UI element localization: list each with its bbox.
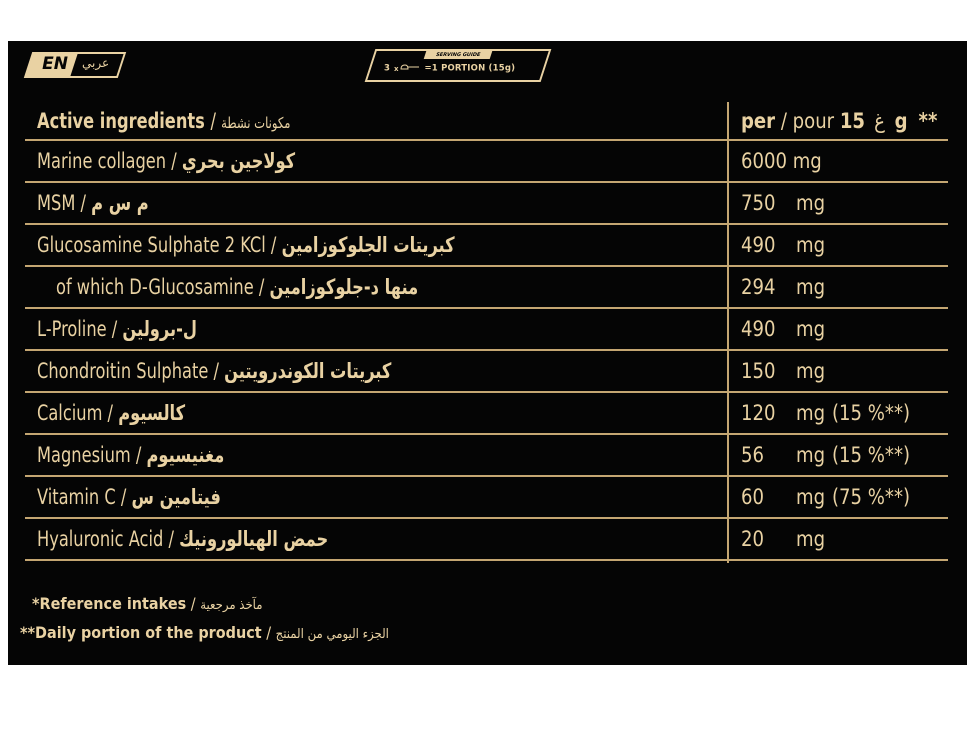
amount-unit: mg <box>796 359 826 383</box>
amount-value: 6000 mg <box>741 149 822 173</box>
ingredient-name-en: Marine collagen <box>37 149 167 173</box>
ingredient-amount <box>741 485 910 509</box>
amount-value: 750 <box>741 191 776 215</box>
amount-unit: mg <box>796 233 826 257</box>
header-amount: 15 g <box>839 109 908 133</box>
scoop-icon <box>394 63 420 73</box>
ingredient-name-en: Calcium <box>37 401 103 425</box>
ingredient-name <box>37 149 295 173</box>
table-divider <box>25 223 948 225</box>
ingredient-name-en: Magnesium <box>37 443 131 467</box>
amount-unit: mg <box>796 443 826 467</box>
footnote-daily: **Daily portion of the product / الجزء اليومي من المنتج <box>20 623 389 642</box>
ingredient-amount <box>741 191 825 215</box>
ingredient-name <box>37 359 391 383</box>
amount-value: 120 <box>741 401 776 425</box>
ingredient-name <box>37 233 455 257</box>
ingredient-name-ar: م س م <box>91 191 149 215</box>
language-en-label[interactable]: EN <box>42 54 68 74</box>
header-gram-ar: غ <box>874 109 885 133</box>
serving-guide-line <box>384 63 515 74</box>
ingredient-name-en: Glucosamine Sulphate 2 KCl <box>37 233 266 257</box>
language-ar-label[interactable]: عربي <box>82 56 110 70</box>
ingredient-name-ar: كالسيوم <box>118 401 186 425</box>
amount-unit: mg <box>796 401 826 425</box>
ingredient-name-ar: كبريتات الكوندرويتين <box>224 359 392 383</box>
svg-text:x: x <box>394 65 400 73</box>
ingredient-amount <box>741 527 825 551</box>
table-divider <box>25 559 948 561</box>
amount-unit: mg <box>796 527 826 551</box>
ingredient-name-en: Chondroitin Sulphate <box>37 359 209 383</box>
footnote-daily-ar: الجزء اليومي من المنتج <box>275 627 389 642</box>
ingredient-amount <box>741 317 825 341</box>
serving-guide-title: SERVING GUIDE <box>424 51 493 59</box>
amount-unit: mg <box>796 317 826 341</box>
amount-value: 60 <box>741 485 764 509</box>
ingredient-name-en: Hyaluronic Acid <box>37 527 164 551</box>
table-divider <box>25 307 948 309</box>
ingredient-name-ar: كبريتات الجلوكوزامين <box>281 233 455 257</box>
table-divider <box>25 181 948 183</box>
separator: / <box>208 359 219 383</box>
reference-intake-percent: (75 %**) <box>831 485 911 509</box>
amount-value: 20 <box>741 527 764 551</box>
reference-intake-percent: (15 %**) <box>831 443 911 467</box>
ingredient-amount <box>741 149 822 173</box>
footnote-reference: *Reference intakes / مآخذ مرجعية <box>32 594 263 613</box>
footnote-reference-en: *Reference intakes <box>32 594 187 613</box>
ingredient-amount <box>741 359 825 383</box>
ingredient-name-ar: ل-برولين <box>122 317 197 341</box>
amount-unit: mg <box>796 485 826 509</box>
table-divider <box>25 139 948 141</box>
ingredient-amount <box>741 401 910 425</box>
amount-value: 490 <box>741 233 776 257</box>
header-stars: ** <box>918 109 938 133</box>
ingredient-name-ar: كولاجين بحري <box>181 149 296 173</box>
table-divider <box>25 475 948 477</box>
separator: / <box>253 275 265 299</box>
reference-intake-percent: (15 %**) <box>831 401 911 425</box>
footnote-daily-en: **Daily portion of the product <box>20 623 262 642</box>
separator: / <box>166 149 177 173</box>
ingredient-name <box>37 191 149 215</box>
amount-unit: mg <box>796 275 826 299</box>
separator: / <box>106 317 118 341</box>
ingredient-name <box>56 275 418 299</box>
ingredient-name <box>37 443 224 467</box>
header-per-serving: per / pour غ 15 g ** <box>741 109 938 133</box>
ingredient-name <box>37 527 328 551</box>
separator: / <box>115 485 127 509</box>
table-divider <box>25 391 948 393</box>
ingredient-name-en: MSM <box>37 191 76 215</box>
separator: / <box>102 401 114 425</box>
ingredient-amount <box>741 443 910 467</box>
ingredient-name-ar: حمض الهيالورونيك <box>179 527 329 551</box>
table-divider <box>25 433 948 435</box>
table-divider <box>25 265 948 267</box>
ingredient-name-ar: فيتامين س <box>131 485 221 509</box>
separator: / <box>265 233 277 257</box>
ingredient-name <box>37 485 221 509</box>
column-divider <box>727 102 729 563</box>
table-divider <box>25 349 948 351</box>
ingredient-name-en: of which D-Glucosamine <box>56 275 254 299</box>
ingredient-name <box>37 317 197 341</box>
header-pour: pour <box>792 109 835 133</box>
ingredient-name-ar: مغنيسيوم <box>146 443 225 467</box>
ingredient-name-ar: منها د-جلوكوزامين <box>269 275 419 299</box>
ingredient-name <box>37 401 185 425</box>
ingredient-amount <box>741 233 825 257</box>
amount-value: 490 <box>741 317 776 341</box>
amount-value: 294 <box>741 275 776 299</box>
ingredient-name-en: Vitamin C <box>37 485 116 509</box>
header-active-ingredients-en: Active ingredients <box>37 109 205 133</box>
table-divider <box>25 517 948 519</box>
separator: / <box>75 191 87 215</box>
amount-value: 56 <box>741 443 764 467</box>
header-per: per <box>741 109 776 133</box>
serving-portion: =1 PORTION (15g) <box>424 63 516 74</box>
separator: / <box>163 527 174 551</box>
footnote-reference-ar: مآخذ مرجعية <box>200 598 263 613</box>
amount-unit: mg <box>796 191 826 215</box>
serving-count: 3 <box>384 63 391 74</box>
header-active-ingredients: Active ingredients / مكونات نشطة <box>37 109 291 133</box>
amount-value: 150 <box>741 359 776 383</box>
header-active-ingredients-ar: مكونات نشطة <box>221 114 291 132</box>
separator: / <box>130 443 142 467</box>
serving-guide-badge <box>370 49 546 82</box>
nutrition-panel <box>8 41 967 665</box>
language-badge[interactable] <box>30 52 122 78</box>
ingredient-amount <box>741 275 825 299</box>
ingredient-name-en: L-Proline <box>37 317 107 341</box>
